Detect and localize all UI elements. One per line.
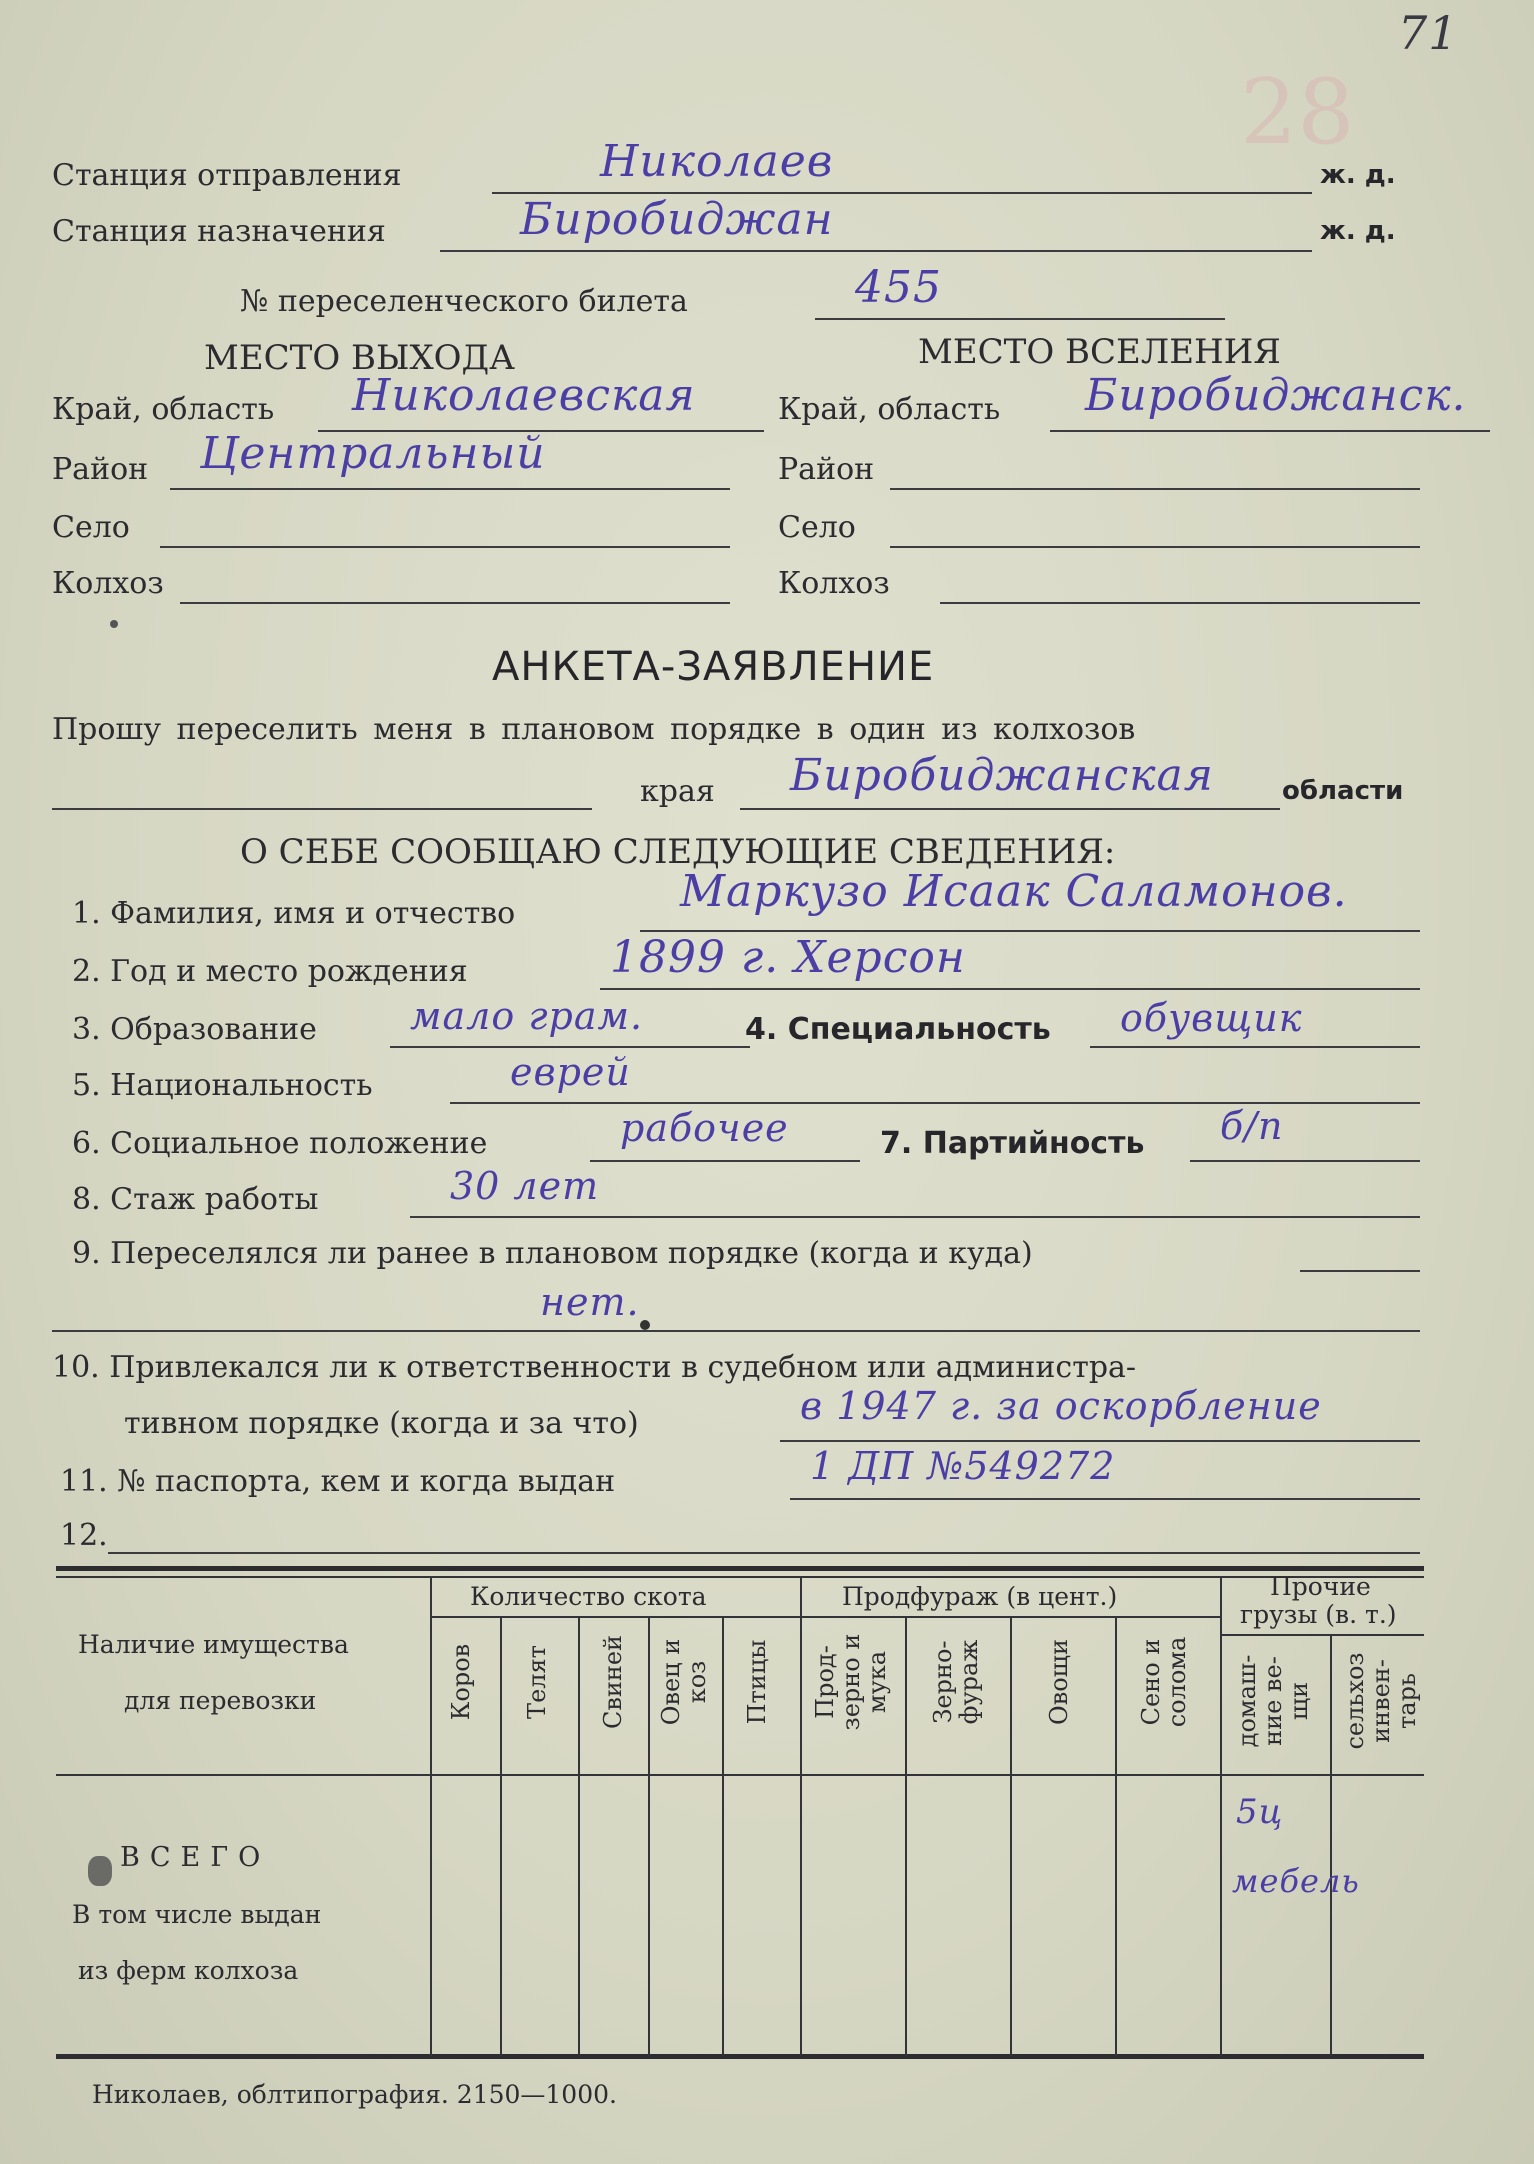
field-7-label: 7. Партийность <box>880 1126 1145 1161</box>
field-12-label: 12. <box>60 1518 108 1553</box>
field-7-value: б/п <box>1220 1104 1284 1148</box>
col-header-birds: Птицы <box>743 1639 771 1725</box>
field-5-value: еврей <box>510 1050 631 1094</box>
settle-kolkhoz-label: Колхоз <box>778 566 890 601</box>
paper-hole <box>88 1856 112 1886</box>
col-header-cows: Коров <box>447 1643 475 1721</box>
exit-place-heading: МЕСТО ВЫХОДА <box>204 338 515 378</box>
table-group-other-line1: Прочие <box>1270 1572 1371 1601</box>
exit-district-label: Район <box>52 452 149 487</box>
station-departure-label: Станция отправления <box>52 158 402 193</box>
household-quantity: 5ц <box>1236 1792 1284 1832</box>
table-group-livestock: Количество скота <box>470 1582 707 1611</box>
field-9-value: нет. <box>540 1280 640 1324</box>
table-row-header-line2: для перевозки <box>124 1686 317 1715</box>
household-item: мебель <box>1232 1862 1360 1900</box>
col-header-grain-fodder: Зерно- фураж <box>929 1639 983 1725</box>
exit-region-label: Край, область <box>52 392 275 427</box>
exit-region-value: Николаевская <box>352 370 696 421</box>
field-11-label: 11. № паспорта, кем и когда выдан <box>60 1464 616 1499</box>
field-10-label-a: 10. Привлекался ли к ответственности в судебном или администра- <box>52 1350 1137 1385</box>
request-oblast-label: области <box>1282 776 1404 806</box>
table-issued-line1: В том числе выдан <box>72 1900 322 1929</box>
ticket-label: № переселенческого билета <box>240 284 688 319</box>
col-header-agri: сельхоз инвен- тарь <box>1341 1652 1421 1750</box>
field-4-value: обувщик <box>1120 996 1303 1040</box>
table-bottom-rule <box>56 2054 1424 2059</box>
request-oblast-value: Биробиджанская <box>790 750 1214 801</box>
exit-kolkhoz-label: Колхоз <box>52 566 164 601</box>
printer-footer: Николаев, облтипография. 2150—1000. <box>92 2080 617 2109</box>
paper-speck <box>110 620 118 628</box>
col-header-grain-flour: Прод- зерно и мука <box>811 1633 891 1731</box>
field-5-label: 5. Национальность <box>72 1068 373 1103</box>
field-10-label-b: тивном порядке (когда и за что) <box>124 1406 639 1441</box>
table-top-rule <box>56 1566 1424 1571</box>
faded-stamp-mark: 28 <box>1240 60 1355 165</box>
field-9-label: 9. Переселялся ли ранее в плановом порядке (когда и куда) <box>72 1236 1033 1271</box>
station-departure-value: Николаев <box>600 136 834 187</box>
ticket-value: 455 <box>855 262 942 313</box>
request-line1: Прошу переселить меня в плановом порядке в один из колхозов <box>52 712 1136 747</box>
col-header-household: домаш- ние ве- щи <box>1233 1654 1313 1748</box>
col-header-hay: Сено и солома <box>1137 1636 1191 1728</box>
page-number: 71 <box>1398 6 1459 60</box>
field-3-label: 3. Образование <box>72 1012 317 1047</box>
table-group-other-line2: грузы (в. т.) <box>1240 1600 1397 1629</box>
request-kray-label: края <box>640 774 715 809</box>
table-total-label: ВСЕГО <box>120 1842 271 1873</box>
rail-suffix-2: ж. д. <box>1320 216 1396 246</box>
field-2-value: 1899 г. Херсон <box>610 932 966 983</box>
settle-village-label: Село <box>778 510 856 545</box>
field-2-label: 2. Год и место рождения <box>72 954 468 989</box>
rail-suffix-1: ж. д. <box>1320 160 1396 190</box>
settle-place-heading: МЕСТО ВСЕЛЕНИЯ <box>918 332 1281 372</box>
station-destination-value: Биробиджан <box>520 194 834 245</box>
field-8-label: 8. Стаж работы <box>72 1182 319 1217</box>
info-heading: О СЕБЕ СООБЩАЮ СЛЕДУЮЩИЕ СВЕДЕНИЯ: <box>240 832 1116 872</box>
field-6-value: рабочее <box>620 1106 789 1150</box>
settle-region-value: Биробиджанск. <box>1085 370 1467 421</box>
table-issued-line2: из ферм колхоза <box>78 1956 299 1985</box>
exit-village-label: Село <box>52 510 130 545</box>
field-1-value: Маркузо Исаак Саламонов. <box>680 866 1348 917</box>
field-11-value: 1 ДП №549272 <box>810 1444 1116 1488</box>
col-header-pigs: Свиней <box>599 1634 627 1730</box>
field-1-label: 1. Фамилия, имя и отчество <box>72 896 516 931</box>
field-3-value: мало грам. <box>410 994 644 1038</box>
table-group-fodder: Продфураж (в цент.) <box>842 1582 1118 1611</box>
settle-district-label: Район <box>778 452 875 487</box>
field-4-label: 4. Специальность <box>745 1012 1051 1047</box>
field-10-value: в 1947 г. за оскорбление <box>800 1384 1322 1428</box>
field-6-label: 6. Социальное положение <box>72 1126 488 1161</box>
paper-speck <box>640 1320 650 1330</box>
exit-district-value: Центральный <box>200 428 546 479</box>
form-title: АНКЕТА-ЗАЯВЛЕНИЕ <box>492 644 935 690</box>
table-row-header-line1: Наличие имущества <box>78 1630 349 1659</box>
field-8-value: 30 лет <box>450 1164 600 1208</box>
col-header-calves: Телят <box>523 1645 551 1719</box>
settle-region-label: Край, область <box>778 392 1001 427</box>
col-header-vegetables: Овощи <box>1045 1639 1073 1725</box>
station-destination-label: Станция назначения <box>52 214 386 249</box>
col-header-sheep: Овец и коз <box>657 1638 711 1726</box>
